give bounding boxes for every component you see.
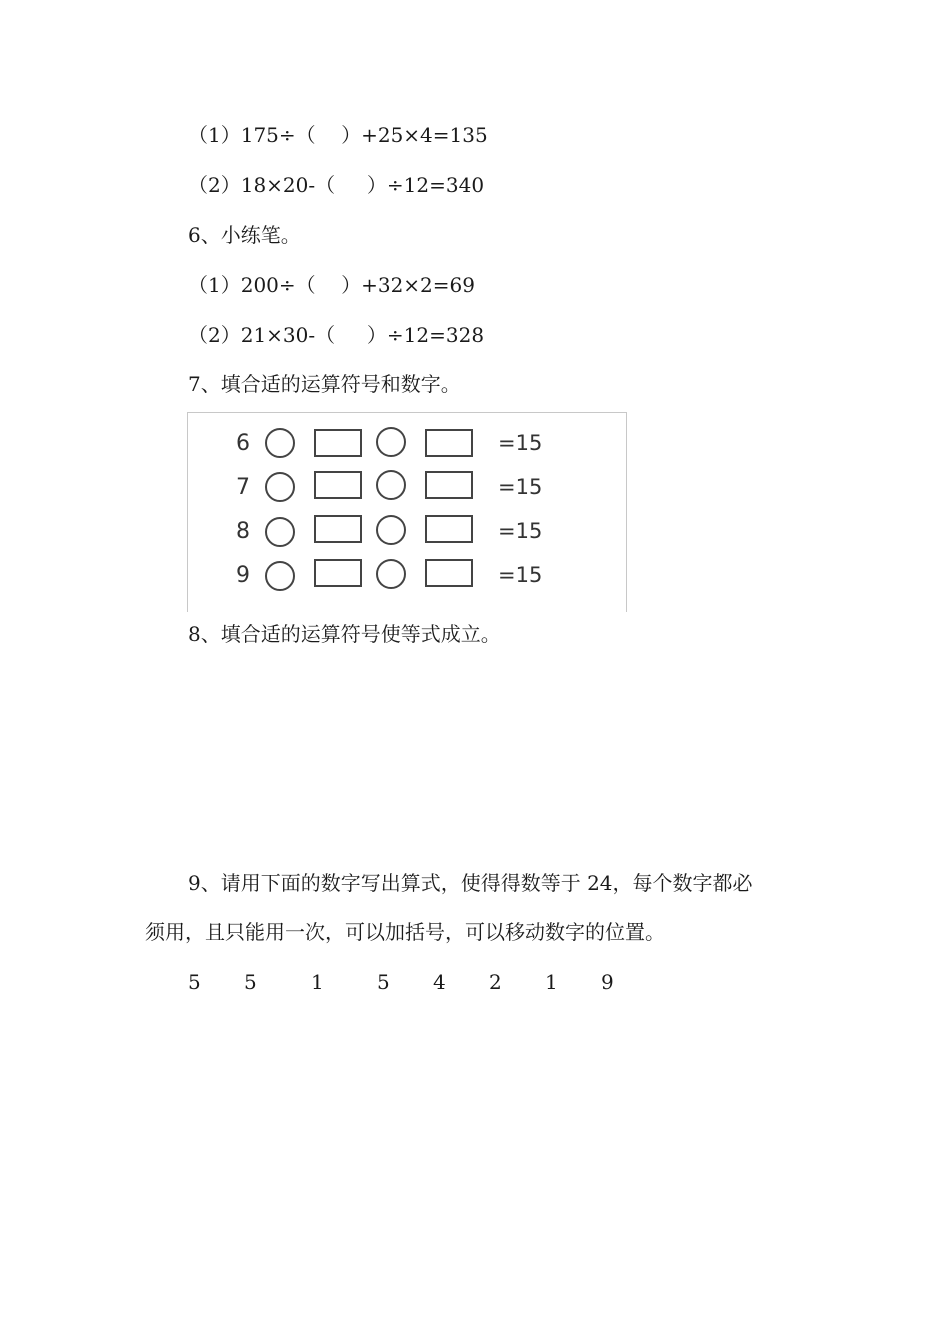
puzzle-row-result: =15 <box>498 431 543 455</box>
puzzle-row <box>188 559 626 593</box>
puzzle-row-number: 8 <box>236 519 250 544</box>
puzzle-row <box>188 427 626 461</box>
operator-circle[interactable] <box>376 559 406 589</box>
digit-item: 9 <box>601 970 614 994</box>
number-box[interactable] <box>314 559 362 587</box>
q6-line-1: （1）200÷（ ）+32×2=69 <box>188 273 475 297</box>
digit-item: 5 <box>377 970 390 994</box>
operator-circle[interactable] <box>265 428 295 458</box>
digit-item: 4 <box>433 970 446 994</box>
q5-line-2: （2）18×20-（ ）÷12=340 <box>188 173 485 197</box>
number-box[interactable] <box>314 429 362 457</box>
operator-circle[interactable] <box>376 470 406 500</box>
number-box[interactable] <box>314 471 362 499</box>
puzzle-row-result: =15 <box>498 519 543 543</box>
operator-circle[interactable] <box>376 515 406 545</box>
puzzle-row-number: 7 <box>236 475 250 500</box>
puzzle-row-number: 6 <box>236 431 250 456</box>
number-box[interactable] <box>425 559 473 587</box>
operator-circle[interactable] <box>376 427 406 457</box>
digit-item: 5 <box>188 970 201 994</box>
puzzle-row-result: =15 <box>498 563 543 587</box>
puzzle-row-result: =15 <box>498 475 543 499</box>
q7-puzzle-figure <box>187 412 627 612</box>
digit-item: 1 <box>545 970 558 994</box>
q7-title: 7、填合适的运算符号和数字。 <box>188 372 461 396</box>
q8-title: 8、填合适的运算符号使等式成立。 <box>188 622 501 646</box>
number-box[interactable] <box>425 429 473 457</box>
operator-circle[interactable] <box>265 472 295 502</box>
operator-circle[interactable] <box>265 517 295 547</box>
operator-circle[interactable] <box>265 561 295 591</box>
number-box[interactable] <box>425 471 473 499</box>
puzzle-row <box>188 515 626 549</box>
puzzle-row-number: 9 <box>236 563 250 588</box>
digit-item: 2 <box>489 970 502 994</box>
q6-line-2: （2）21×30-（ ）÷12=328 <box>188 323 485 347</box>
q6-title: 6、小练笔。 <box>188 223 301 247</box>
number-box[interactable] <box>314 515 362 543</box>
q9-line-2: 须用，且只能用一次，可以加括号，可以移动数字的位置。 <box>145 920 665 944</box>
digit-item: 5 <box>244 970 257 994</box>
number-box[interactable] <box>425 515 473 543</box>
digit-item: 1 <box>311 970 324 994</box>
puzzle-row <box>188 471 626 505</box>
q9-line-1: 9、请用下面的数字写出算式，使得得数等于 24，每个数字都必 <box>188 871 753 895</box>
q5-line-1: （1）175÷（ ）+25×4=135 <box>188 123 488 147</box>
